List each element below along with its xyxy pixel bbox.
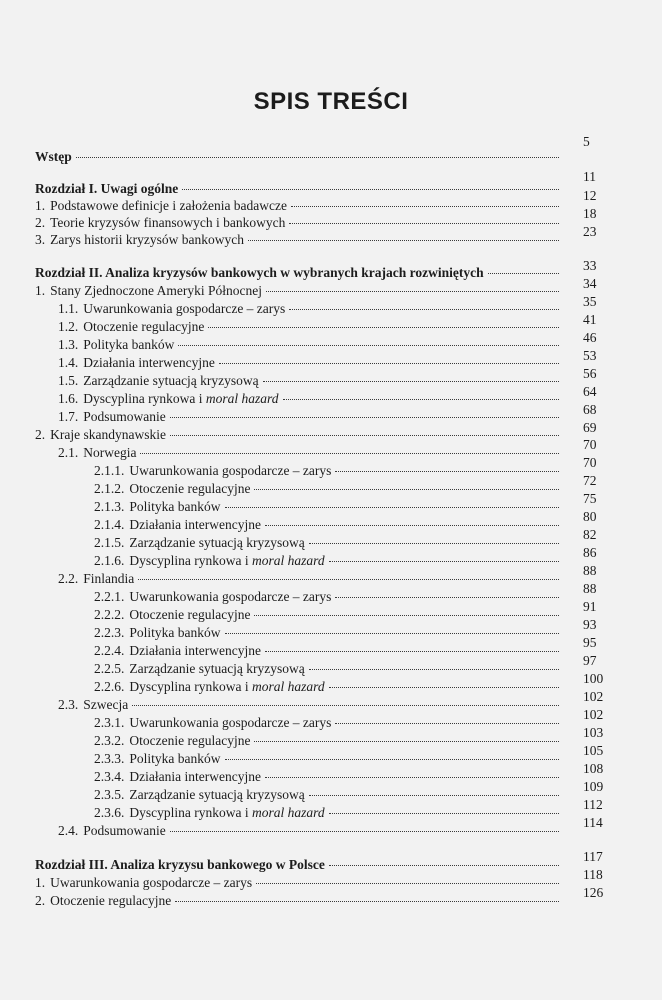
toc-entry-title xyxy=(94,678,325,696)
toc-entry xyxy=(94,804,563,822)
toc-entry-label: Norwegia xyxy=(83,445,137,460)
toc-entry-number: 2.2.4. xyxy=(94,643,125,658)
toc-entry-title xyxy=(94,498,221,516)
toc-entry-title xyxy=(58,822,166,840)
toc-entry-label: Podstawowe definicje i założenia badawcze xyxy=(50,198,288,213)
toc-entry-number: 2. xyxy=(35,215,46,230)
toc-entry-number: 2.2.5. xyxy=(94,661,125,676)
dot-leader xyxy=(329,687,559,688)
dot-leader xyxy=(254,741,559,742)
toc-page-number: 80 xyxy=(583,509,597,524)
toc-entry xyxy=(35,180,563,198)
toc-entry-title xyxy=(35,197,287,215)
toc-page-number: 114 xyxy=(583,815,603,830)
toc-entry-title xyxy=(35,282,262,300)
toc-entry-label: Działania interwencyjne xyxy=(83,355,215,370)
toc-entry xyxy=(58,444,563,462)
toc-entry-title xyxy=(35,892,171,910)
toc-entry-title xyxy=(94,750,221,768)
toc-entry-number: 1. xyxy=(35,198,46,213)
toc-entry xyxy=(94,462,563,480)
toc-entry-title xyxy=(35,148,72,166)
toc-entry-title xyxy=(94,534,305,552)
toc-page-number: 112 xyxy=(583,797,603,812)
toc-entry-label: Uwarunkowania gospodarcze – zarys xyxy=(50,875,253,890)
toc-entry-number: 1.1. xyxy=(58,301,79,316)
toc-entry-label: Zarządzanie sytuacją kryzysową xyxy=(83,373,259,388)
toc-entry-label: Zarys historii kryzysów bankowych xyxy=(50,232,244,247)
toc-page-number: 12 xyxy=(583,188,597,203)
toc-entry-title xyxy=(58,372,259,390)
toc-entry-number: 2.1.5. xyxy=(94,535,125,550)
dot-leader xyxy=(335,723,559,724)
toc-page-number: 70 xyxy=(583,455,597,470)
toc-entry xyxy=(94,606,563,624)
toc-entry xyxy=(58,570,563,588)
toc-entry xyxy=(58,372,563,390)
toc-entry xyxy=(94,552,563,570)
toc-entry xyxy=(94,768,563,786)
toc-entry xyxy=(94,498,563,516)
toc-page-number: 33 xyxy=(583,258,597,273)
toc-entry-title xyxy=(58,570,134,588)
toc-entry-label: Uwarunkowania gospodarcze – zarys xyxy=(129,463,332,478)
toc-page-number: 105 xyxy=(583,743,604,758)
dot-leader xyxy=(132,705,559,706)
toc-entry xyxy=(35,264,563,282)
toc-entry-label: Dyscyplina rynkowa i xyxy=(129,553,249,568)
toc-entry-number: 1. xyxy=(35,875,46,890)
toc-entry-title xyxy=(94,552,325,570)
toc-entry-number: 2.4. xyxy=(58,823,79,838)
toc-entry-number: 2.3. xyxy=(58,697,79,712)
dot-leader xyxy=(289,223,559,224)
toc-entry-title xyxy=(58,354,215,372)
dot-leader xyxy=(309,795,559,796)
toc-page-number: 91 xyxy=(583,599,597,614)
toc-page-number: 72 xyxy=(583,473,597,488)
toc-page-number: 97 xyxy=(583,653,597,668)
toc-entry xyxy=(35,148,563,166)
toc-entry xyxy=(35,426,563,444)
toc-entry-number: 2.2.6. xyxy=(94,679,125,694)
toc-entry xyxy=(35,231,563,249)
toc-entry-number: 2.3.3. xyxy=(94,751,125,766)
toc-entry-number: 2.2.2. xyxy=(94,607,125,622)
toc-entry-number: 2.3.2. xyxy=(94,733,125,748)
dot-leader xyxy=(283,399,560,400)
toc-entry-label: Wstęp xyxy=(35,149,72,164)
toc-entry xyxy=(58,336,563,354)
toc-entry-number: 1.4. xyxy=(58,355,79,370)
dot-leader xyxy=(225,507,560,508)
toc-entry-number: 2.2.3. xyxy=(94,625,125,640)
toc-entry xyxy=(94,660,563,678)
toc-entry-title xyxy=(94,804,325,822)
dot-leader xyxy=(254,489,559,490)
toc-entry-title xyxy=(58,444,136,462)
toc-entry xyxy=(35,874,563,892)
toc-entry-number: 2.3.5. xyxy=(94,787,125,802)
toc-page-number: 35 xyxy=(583,294,597,309)
toc-entry xyxy=(58,696,563,714)
dot-leader xyxy=(309,669,559,670)
toc-entry-label: Polityka banków xyxy=(83,337,175,352)
toc-page-number: 68 xyxy=(583,402,597,417)
toc-entry-title xyxy=(35,231,244,249)
toc-entry-label: Dyscyplina rynkowa i xyxy=(83,391,203,406)
toc-entry-label: Otoczenie regulacyjne xyxy=(129,607,251,622)
toc-entry-label: Rozdział I. Uwagi ogólne xyxy=(35,181,179,196)
toc-entry xyxy=(94,786,563,804)
dot-leader xyxy=(225,759,560,760)
dot-leader xyxy=(265,525,559,526)
toc-entry-title xyxy=(94,660,305,678)
toc-entry-italic-term: moral hazard xyxy=(251,553,325,568)
toc-page-number: 102 xyxy=(583,689,604,704)
toc-entry-title xyxy=(35,874,252,892)
toc-entry-title xyxy=(94,768,261,786)
dot-leader xyxy=(289,309,559,310)
toc-entry-label: Finlandia xyxy=(83,571,135,586)
toc-entry-number: 2.2.1. xyxy=(94,589,125,604)
page-title: SPIS TREŚCI xyxy=(253,88,409,115)
toc-entry-number: 2.2. xyxy=(58,571,79,586)
toc-entry-label: Szwecja xyxy=(83,697,129,712)
toc-page-number: 56 xyxy=(583,366,597,381)
toc-entry-label: Uwarunkowania gospodarcze – zarys xyxy=(83,301,286,316)
dot-leader xyxy=(225,633,560,634)
toc-entry xyxy=(94,714,563,732)
toc-entry-label: Polityka banków xyxy=(129,499,221,514)
dot-leader xyxy=(175,901,559,902)
toc-entry xyxy=(58,390,563,408)
toc-entry-number: 2.1.3. xyxy=(94,499,125,514)
toc-page-number: 46 xyxy=(583,330,597,345)
toc-entry-label: Polityka banków xyxy=(129,751,221,766)
toc-entry-label: Zarządzanie sytuacją kryzysową xyxy=(129,787,305,802)
toc-entry xyxy=(94,678,563,696)
toc-entry-number: 1.5. xyxy=(58,373,79,388)
dot-leader xyxy=(488,273,559,274)
toc-entry-title xyxy=(94,462,331,480)
toc-entry-number: 2.1.4. xyxy=(94,517,125,532)
toc-page-number: 18 xyxy=(583,206,597,221)
toc-entry-title xyxy=(94,642,261,660)
toc-entry xyxy=(58,300,563,318)
toc-page-number: 23 xyxy=(583,224,597,239)
toc-entry-label: Działania interwencyjne xyxy=(129,643,261,658)
dot-leader xyxy=(254,615,559,616)
toc-page-number: 126 xyxy=(583,885,604,900)
dot-leader xyxy=(138,579,559,580)
toc-page-number: 100 xyxy=(583,671,604,686)
dot-leader xyxy=(170,831,559,832)
toc-entry xyxy=(35,197,563,215)
toc-entry-title xyxy=(35,426,166,444)
toc-entry-number: 3. xyxy=(35,232,46,247)
toc-entry-label: Rozdział II. Analiza kryzysów bankowych w wybranych krajach rozwiniętych xyxy=(35,265,484,280)
toc-entry-label: Działania interwencyjne xyxy=(129,769,261,784)
dot-leader xyxy=(170,435,559,436)
toc-entry-label: Dyscyplina rynkowa i xyxy=(129,679,249,694)
toc-entry-label: Kraje skandynawskie xyxy=(50,427,166,442)
toc-entry-number: 1.2. xyxy=(58,319,79,334)
toc-entry-title xyxy=(58,408,166,426)
toc-entry-title xyxy=(58,696,128,714)
toc-entry xyxy=(94,642,563,660)
toc-entry-label: Teorie kryzysów finansowych i bankowych xyxy=(50,215,286,230)
toc-entry-title xyxy=(94,480,250,498)
dot-leader xyxy=(178,345,559,346)
toc-page-number: 82 xyxy=(583,527,597,542)
toc-entry xyxy=(58,408,563,426)
toc-entry-number: 2.1.1. xyxy=(94,463,125,478)
toc-entry-title xyxy=(35,214,285,232)
toc-entry-label: Działania interwencyjne xyxy=(129,517,261,532)
toc-page-number: 75 xyxy=(583,491,597,506)
toc-page-number: 109 xyxy=(583,779,604,794)
toc-page-number: 117 xyxy=(583,849,603,864)
dot-leader xyxy=(329,561,559,562)
toc-entry-label: Zarządzanie sytuacją kryzysową xyxy=(129,535,305,550)
toc-entry xyxy=(35,214,563,232)
toc-entry-title xyxy=(35,856,325,874)
toc-entry-label: Podsumowanie xyxy=(83,409,166,424)
toc-entry-number: 2.3.4. xyxy=(94,769,125,784)
toc-page-number: 103 xyxy=(583,725,604,740)
toc-entry xyxy=(94,732,563,750)
toc-entry-number: 2.1.2. xyxy=(94,481,125,496)
dot-leader xyxy=(335,597,559,598)
toc-entry-title xyxy=(35,264,484,282)
toc-entry-number: 2.3.1. xyxy=(94,715,125,730)
toc-entry-label: Otoczenie regulacyjne xyxy=(129,481,251,496)
dot-leader xyxy=(208,327,559,328)
toc-entry-label: Zarządzanie sytuacją kryzysową xyxy=(129,661,305,676)
toc-entry xyxy=(94,588,563,606)
toc-entry-label: Uwarunkowania gospodarcze – zarys xyxy=(129,589,332,604)
toc-entry-title xyxy=(94,732,250,750)
dot-leader xyxy=(248,240,559,241)
toc-page-number: 41 xyxy=(583,312,597,327)
toc-entry-label: Uwarunkowania gospodarcze – zarys xyxy=(129,715,332,730)
toc-entry-label: Dyscyplina rynkowa i xyxy=(129,805,249,820)
toc-entry xyxy=(35,282,563,300)
toc-entry xyxy=(94,534,563,552)
dot-leader xyxy=(263,381,559,382)
toc-entry-italic-term: moral hazard xyxy=(251,805,325,820)
dot-leader xyxy=(219,363,559,364)
toc-page-number: 86 xyxy=(583,545,597,560)
toc-page-number: 70 xyxy=(583,437,597,452)
toc-entry xyxy=(94,516,563,534)
toc-entry-title xyxy=(58,336,174,354)
toc-entry-number: 2. xyxy=(35,893,46,908)
dot-leader xyxy=(266,291,559,292)
toc-page-number: 118 xyxy=(583,867,603,882)
toc-page-number: 88 xyxy=(583,581,597,596)
toc-page-number: 34 xyxy=(583,276,597,291)
dot-leader xyxy=(140,453,559,454)
toc-page-number: 95 xyxy=(583,635,597,650)
toc-entry xyxy=(94,750,563,768)
toc-page-number: 53 xyxy=(583,348,597,363)
toc-entry-italic-term: moral hazard xyxy=(205,391,279,406)
toc-entry-label: Otoczenie regulacyjne xyxy=(50,893,172,908)
toc-entry xyxy=(94,480,563,498)
toc-page-number: 93 xyxy=(583,617,597,632)
dot-leader xyxy=(329,865,559,866)
toc-page-number: 64 xyxy=(583,384,597,399)
toc-page-number: 11 xyxy=(583,169,596,184)
dot-leader xyxy=(76,157,559,158)
toc-entry-label: Otoczenie regulacyjne xyxy=(129,733,251,748)
dot-leader xyxy=(265,777,559,778)
toc-entry-number: 2.3.6. xyxy=(94,805,125,820)
dot-leader xyxy=(182,189,559,190)
toc-entry-label: Otoczenie regulacyjne xyxy=(83,319,205,334)
toc-entry xyxy=(35,892,563,910)
dot-leader xyxy=(170,417,559,418)
toc-entry-title xyxy=(94,714,331,732)
toc-entry-label: Podsumowanie xyxy=(83,823,166,838)
toc-entry-title xyxy=(58,390,279,408)
toc-entry-number: 2.1. xyxy=(58,445,79,460)
toc-entry-label: Stany Zjednoczone Ameryki Północnej xyxy=(50,283,262,298)
dot-leader xyxy=(329,813,559,814)
toc-entry xyxy=(58,354,563,372)
toc-entry xyxy=(58,318,563,336)
toc-entry-number: 1.7. xyxy=(58,409,79,424)
toc-entry-number: 2.1.6. xyxy=(94,553,125,568)
toc-entry xyxy=(35,856,563,874)
toc-entry-label: Polityka banków xyxy=(129,625,221,640)
toc-page-number: 102 xyxy=(583,707,604,722)
dot-leader xyxy=(256,883,559,884)
toc-page-number: 88 xyxy=(583,563,597,578)
dot-leader xyxy=(265,651,559,652)
toc-entry-title xyxy=(58,300,285,318)
toc-entry-number: 1.6. xyxy=(58,391,79,406)
toc-entry-title xyxy=(94,516,261,534)
toc-entry-title xyxy=(94,624,221,642)
toc-entry-label: Rozdział III. Analiza kryzysu bankowego w Polsce xyxy=(35,857,325,872)
toc-entry-number: 1.3. xyxy=(58,337,79,352)
toc-entry xyxy=(58,822,563,840)
toc-entry-number: 1. xyxy=(35,283,46,298)
toc-page-number: 69 xyxy=(583,420,597,435)
dot-leader xyxy=(291,206,559,207)
toc-entry xyxy=(94,624,563,642)
toc-page-number: 108 xyxy=(583,761,604,776)
toc-entry-number: 2. xyxy=(35,427,46,442)
toc-entry-title xyxy=(94,606,250,624)
toc-page-number: 5 xyxy=(583,134,590,149)
toc-entry-title xyxy=(94,786,305,804)
dot-leader xyxy=(309,543,559,544)
toc-entry-title xyxy=(94,588,331,606)
toc-entry-title xyxy=(58,318,204,336)
toc-entry-title xyxy=(35,180,178,198)
toc-entry-italic-term: moral hazard xyxy=(251,679,325,694)
dot-leader xyxy=(335,471,559,472)
